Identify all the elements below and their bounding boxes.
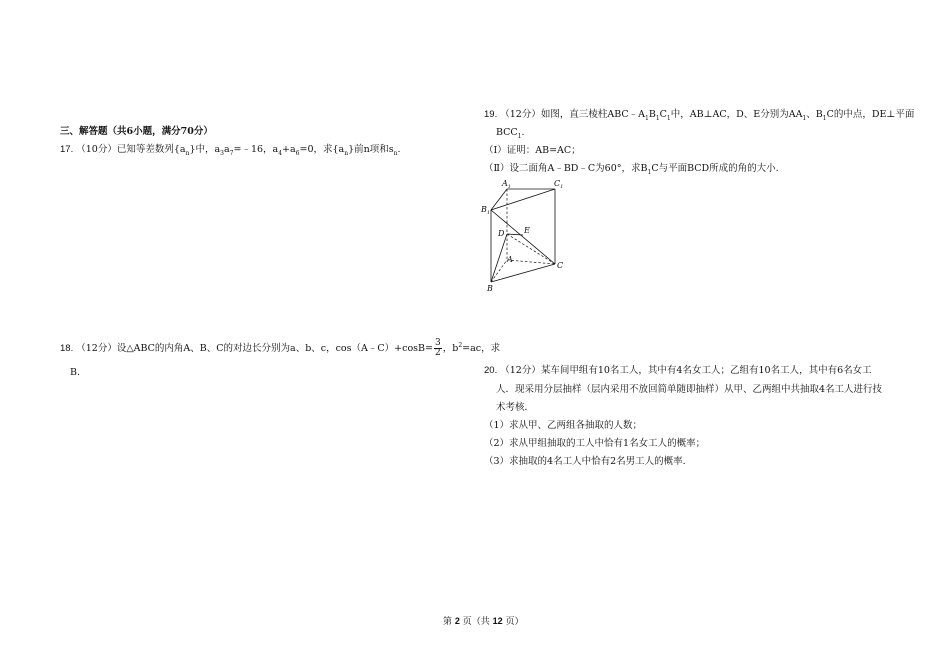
q17-sub: n	[344, 149, 349, 157]
label-a: A	[507, 255, 513, 264]
prism-figure	[478, 174, 578, 296]
q17-text-b: }中，a	[189, 144, 221, 155]
q19-score: （12分）	[500, 109, 541, 120]
q19-line2	[496, 126, 525, 143]
label-b: B	[487, 284, 493, 293]
q17-text-a: 已知等差数列{a	[116, 144, 186, 155]
q18-number: 18.	[60, 343, 74, 355]
q19-text-a: 如图，直三棱柱ABC﹣A	[540, 109, 645, 120]
q19-text-c: C	[659, 109, 667, 120]
footer-total-pages: 12	[492, 616, 503, 626]
q17-sub: 6	[295, 149, 300, 157]
section-heading: 三、解答题（共6小题，满分70分）	[60, 126, 213, 137]
label-a1: $A_1$	[502, 179, 511, 190]
q18-text-a: 设△ABC的内角A、B、C的对边长分别为a、b、c，cos（A﹣C）+cosB=	[116, 343, 433, 355]
q19-text-e: 、B	[806, 109, 823, 120]
q19-sub: 1	[802, 114, 807, 122]
q18-frac-den: 2	[434, 348, 441, 359]
q19-sub: 1	[666, 114, 671, 122]
q17-text-g: .	[397, 144, 401, 155]
q17-text-c: =﹣16，a	[233, 144, 279, 155]
q20-score: （12分）	[500, 365, 541, 376]
edge-b-c	[491, 264, 555, 282]
q19-text-f: C的中点，DE⊥平面	[826, 109, 915, 120]
q18-fraction	[434, 339, 442, 358]
q18-text-c: =ac，求	[462, 343, 501, 355]
label-c1: $C_1$	[554, 179, 564, 190]
q17-sub: n	[185, 149, 190, 157]
q20-line3: 术考核．	[496, 402, 535, 413]
segment-d-e	[507, 234, 523, 235]
q19-text-b: B	[648, 109, 656, 120]
q19-sub: 1	[517, 132, 522, 140]
q19-sub: 1	[647, 168, 652, 176]
q20-number: 20.	[484, 365, 498, 376]
q18-text-b: ，b	[442, 343, 459, 355]
q18-frac-num: 3	[434, 338, 441, 349]
q20-line2: 人．现采用分层抽样（层内采用不放回简单随即抽样）从甲、乙两组中共抽取4名工人进行技	[496, 384, 883, 395]
segment-b-d	[491, 234, 507, 282]
q18-sup: 2	[458, 342, 463, 349]
q19-number: 19.	[484, 109, 498, 120]
edge-b1-a1	[491, 189, 507, 210]
q19-text-d: 中，AB⊥AC，D、E分别为AA	[670, 109, 803, 120]
footer-prefix: 第	[443, 617, 453, 627]
q20-line1: 某车间甲组有10名工人，其中有4名女工人；乙组有10名工人，其中有6名女工	[540, 365, 872, 376]
q17-text-f: }前n项和s	[348, 144, 394, 155]
footer-suffix: 页）	[505, 617, 524, 627]
q19-line2-a: BCC	[496, 127, 518, 138]
label-d: D	[498, 229, 505, 238]
q17-sub: n	[393, 149, 398, 157]
q19-sub: 1	[645, 114, 649, 122]
q17-score: （10分）	[76, 144, 117, 155]
q17-text-a7: a	[223, 144, 230, 155]
footer-page-number: 2	[454, 616, 460, 626]
edge-b-a	[491, 260, 507, 282]
edge-a-c	[507, 260, 555, 264]
q18-line2: B.	[70, 367, 81, 378]
q17-text-d: +a	[282, 144, 296, 155]
question-17	[60, 143, 401, 160]
q20-part2: （2）求从甲组抽取的工人中恰有1名女工人的概率；	[484, 438, 706, 449]
q17-number: 17.	[60, 144, 74, 155]
label-c: C	[557, 261, 564, 270]
q20-part3: （3）求抽取的4名工人中恰有2名男工人的概率.	[484, 456, 686, 467]
footer-middle: 页（共	[462, 617, 490, 627]
q19-part2-a: （Ⅱ）设二面角A﹣BD﹣C为60°，求B	[484, 163, 648, 174]
q19-sub: 1	[822, 114, 827, 122]
question-20	[484, 364, 872, 377]
q19-part2-b: C与平面BCD所成的角的大小.	[651, 163, 779, 174]
question-19	[484, 108, 914, 125]
q17-sub: 7	[229, 149, 234, 157]
page-footer	[443, 614, 524, 627]
edge-b1-c1	[491, 189, 555, 210]
q17-text-e: =0，求{a	[299, 144, 345, 155]
label-e: E	[524, 226, 530, 235]
label-b1: $B_1$	[481, 205, 491, 216]
segment-d-c	[507, 234, 555, 264]
q19-sub: 1	[655, 114, 660, 122]
q17-sub: 3	[220, 149, 224, 157]
q19-line2-b: .	[521, 127, 525, 138]
q18-score: （12分）	[76, 343, 117, 355]
question-18	[60, 339, 500, 358]
q19-part1: （Ⅰ）证明：AB=AC；	[484, 145, 581, 156]
q17-sub: 4	[278, 149, 283, 157]
q20-part1: （1）求从甲、乙两组各抽取的人数；	[484, 420, 643, 431]
